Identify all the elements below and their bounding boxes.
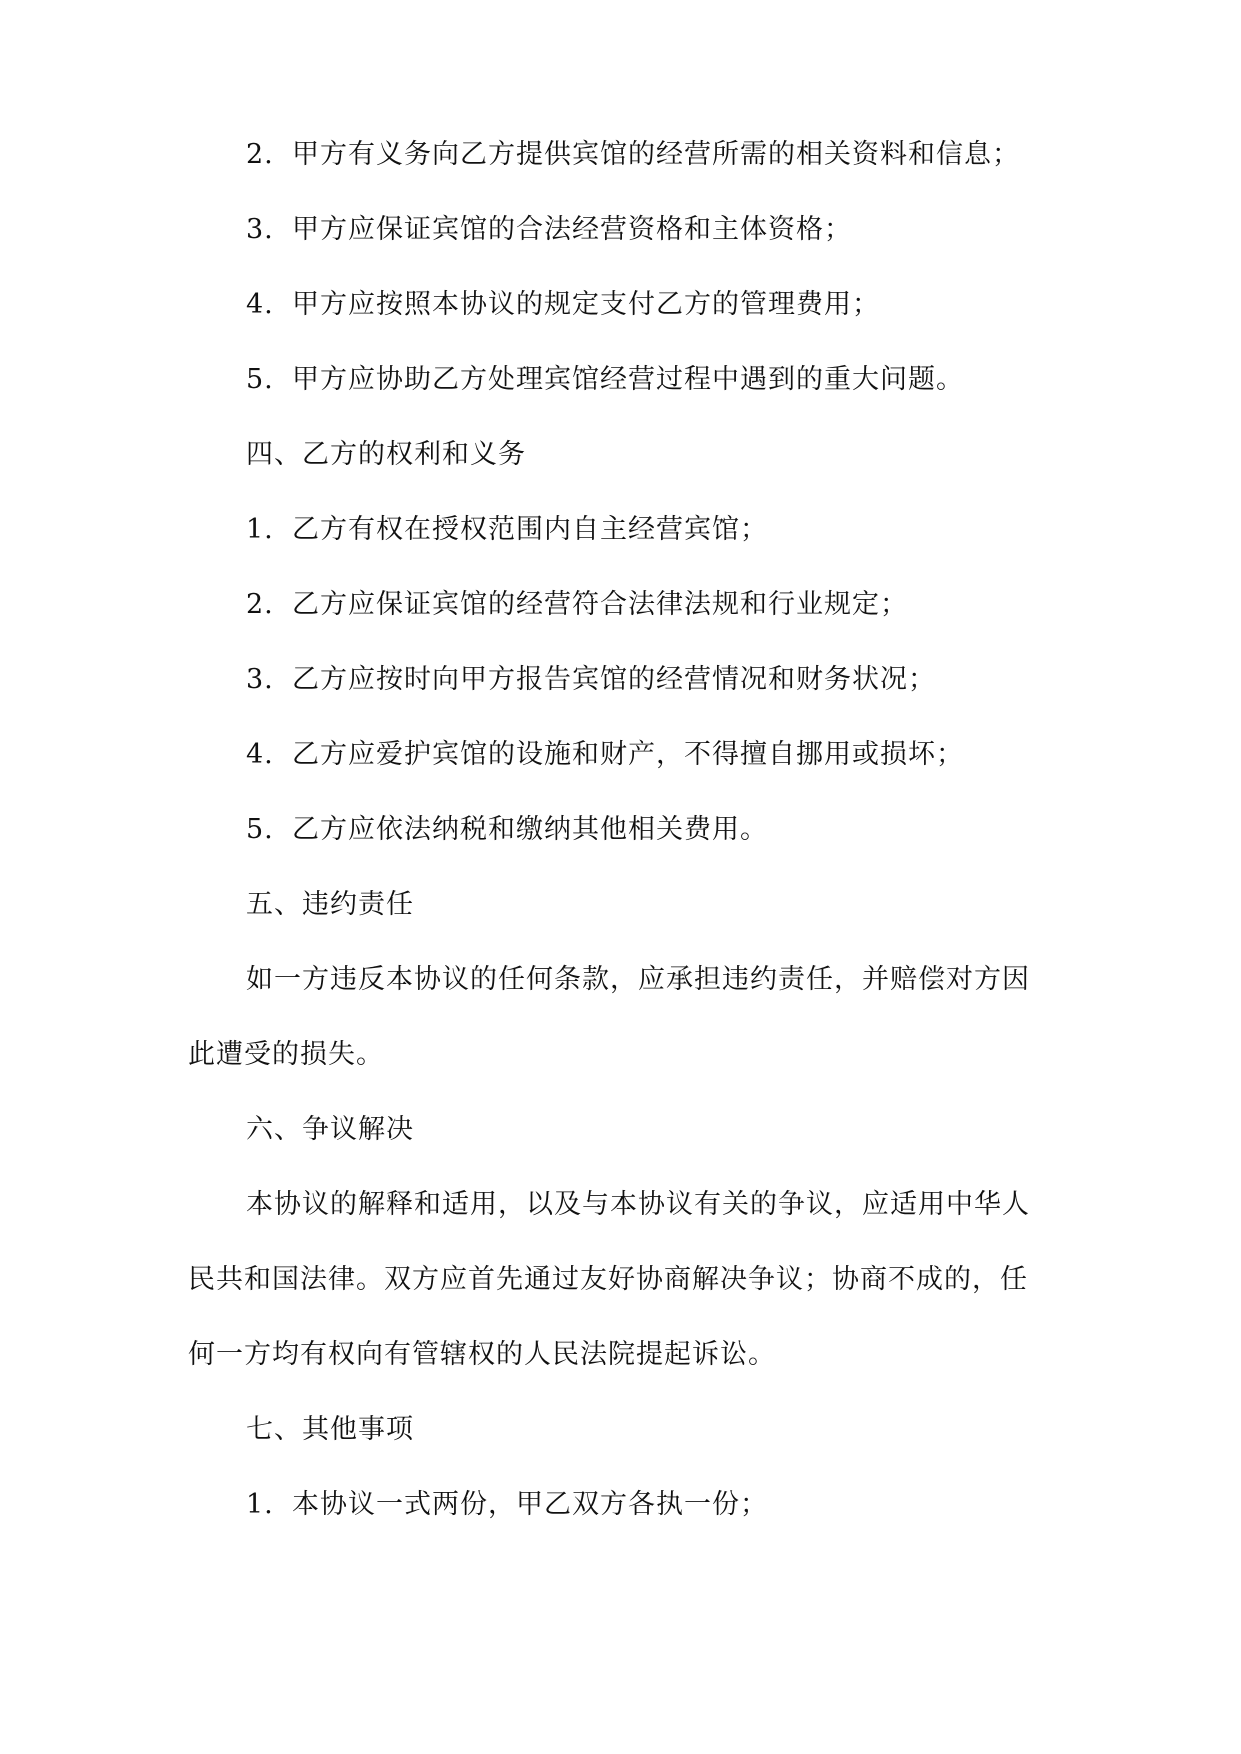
list-item: [246, 210, 852, 250]
item-text: 乙方应按时向甲方报告宾馆的经营情况和财务状况；: [292, 664, 936, 695]
section-heading: 七、其他事项: [246, 1414, 414, 1445]
item-number: 2.: [246, 139, 274, 170]
paragraph-line: 民共和国法律。双方应首先通过友好协商解决争议；协商不成的，任: [188, 1264, 1028, 1295]
list-item: [246, 1485, 768, 1525]
list-item: [246, 810, 768, 850]
paragraph-line: 如一方违反本协议的任何条款，应承担违约责任，并赔偿对方因: [246, 964, 1030, 995]
item-number: 3.: [246, 214, 274, 245]
section-heading: 六、争议解决: [246, 1114, 414, 1145]
list-item: [246, 585, 908, 625]
paragraph-line: 本协议的解释和适用，以及与本协议有关的争议，应适用中华人: [246, 1189, 1030, 1220]
item-text: 甲方应按照本协议的规定支付乙方的管理费用；: [292, 289, 880, 320]
list-item: [246, 735, 964, 775]
item-number: 5.: [246, 364, 274, 395]
paragraph-line: 何一方均有权向有管辖权的人民法院提起诉讼。: [188, 1339, 776, 1370]
list-item: [246, 285, 880, 325]
list-item: [246, 510, 768, 550]
list-item: [246, 360, 964, 400]
item-number: 3.: [246, 664, 274, 695]
item-number: 2.: [246, 589, 274, 620]
item-text: 甲方应协助乙方处理宾馆经营过程中遇到的重大问题。: [292, 364, 964, 395]
list-item: [246, 660, 936, 700]
item-text: 本协议一式两份，甲乙双方各执一份；: [292, 1489, 768, 1520]
item-text: 乙方应保证宾馆的经营符合法律法规和行业规定；: [292, 589, 908, 620]
section-heading: 五、违约责任: [246, 889, 414, 920]
item-number: 1.: [246, 514, 274, 545]
item-number: 1.: [246, 1489, 274, 1520]
item-text: 甲方应保证宾馆的合法经营资格和主体资格；: [292, 214, 852, 245]
item-text: 甲方有义务向乙方提供宾馆的经营所需的相关资料和信息；: [292, 139, 1020, 170]
section-heading: 四、乙方的权利和义务: [246, 439, 526, 470]
item-text: 乙方应依法纳税和缴纳其他相关费用。: [292, 814, 768, 845]
item-text: 乙方应爱护宾馆的设施和财产，不得擅自挪用或损坏；: [292, 739, 964, 770]
item-text: 乙方有权在授权范围内自主经营宾馆；: [292, 514, 768, 545]
item-number: 4.: [246, 739, 274, 770]
item-number: 4.: [246, 289, 274, 320]
list-item: [246, 135, 1020, 175]
item-number: 5.: [246, 814, 274, 845]
paragraph-line: 此遭受的损失。: [188, 1039, 384, 1070]
